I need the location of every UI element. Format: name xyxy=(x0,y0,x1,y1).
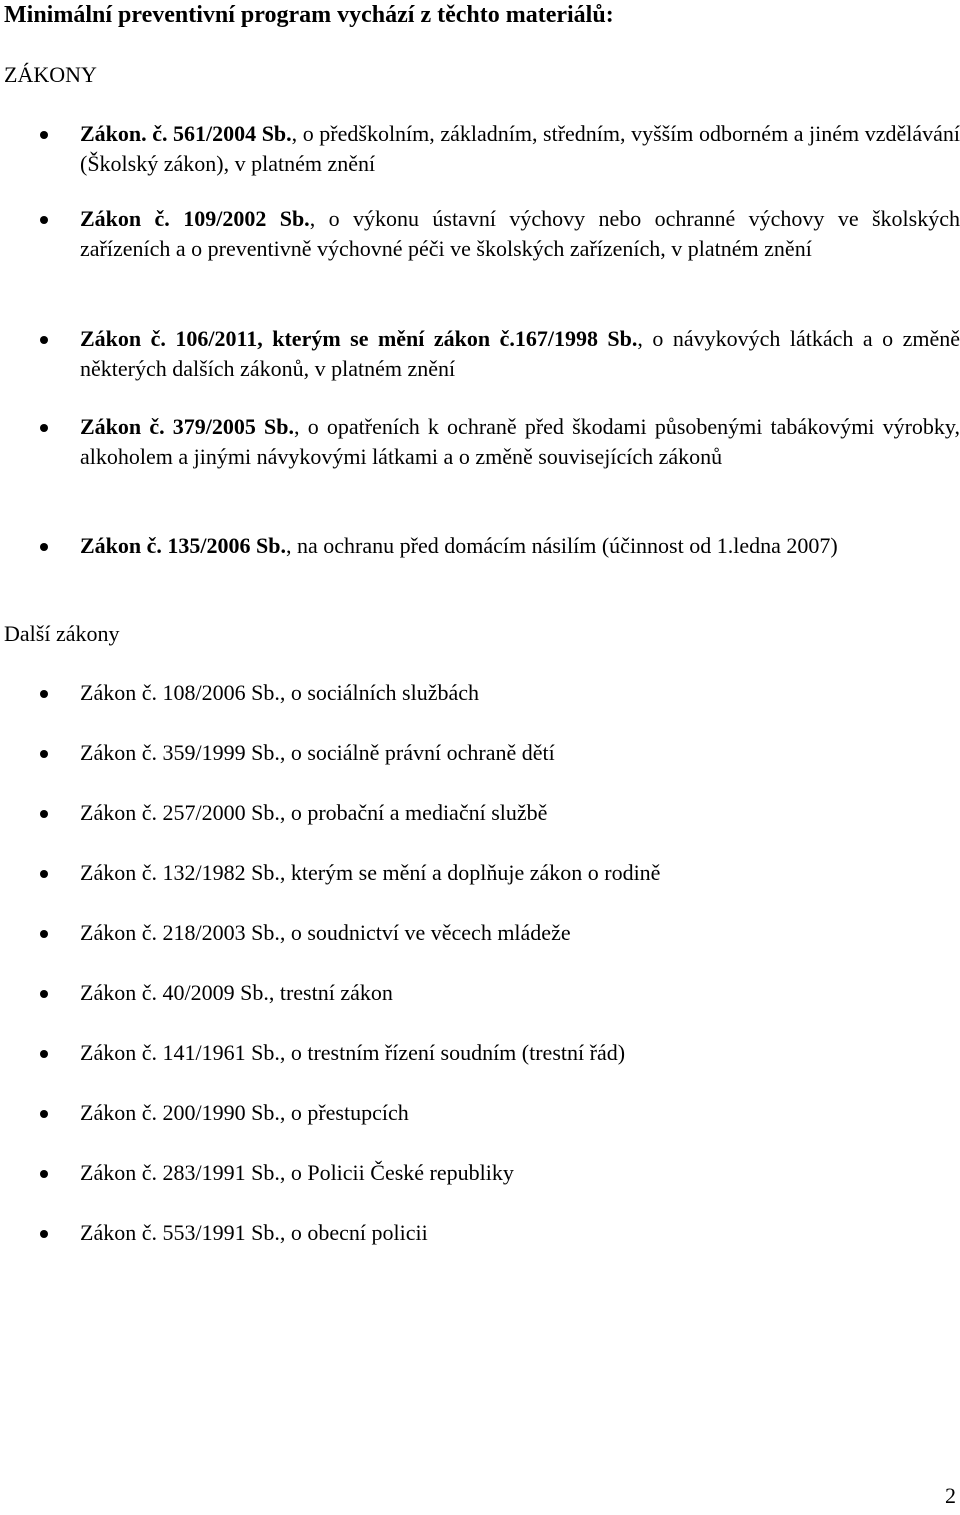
law-number: Zákon č. 200/1990 Sb. xyxy=(80,1100,280,1125)
bullet-icon xyxy=(40,1230,48,1238)
law-number: Zákon č. 106/2011, kterým se mění zákon č.167/1998 Sb. xyxy=(80,326,638,351)
bullet-icon xyxy=(40,810,48,818)
law-description: , o Policii České republiky xyxy=(279,1160,514,1185)
bullet-icon xyxy=(40,1050,48,1058)
list-item xyxy=(80,412,960,472)
list-item xyxy=(80,204,960,264)
law-number: Zákon č. 283/1991 Sb. xyxy=(80,1160,280,1185)
law-description: , o předškolním, základním, středním, vyšším odborném a jiném vzdělávání (Školský zákon), v platném znění xyxy=(80,121,960,176)
bullet-icon xyxy=(40,336,48,344)
list-item xyxy=(80,678,960,708)
section-heading-dalsi: Další zákony xyxy=(4,621,120,646)
law-description: , o výkonu ústavní výchovy nebo ochranné výchovy ve školských zařízeních a o preventivně výchovné péči ve školských zařízeních, v platném znění xyxy=(80,206,960,261)
law-description: , kterým se mění a doplňuje zákon o rodině xyxy=(279,860,661,885)
bullet-icon xyxy=(40,1110,48,1118)
law-description: , o návykových látkách a o změně některých dalších zákonů, v platném znění xyxy=(80,326,960,381)
law-number: Zákon č. 359/1999 Sb. xyxy=(80,740,280,765)
law-number: Zákon č. 218/2003 Sb. xyxy=(80,920,280,945)
list-item xyxy=(80,1218,960,1248)
list-item xyxy=(80,858,960,888)
law-description: , na ochranu před domácím násilím (účinnost od 1.ledna 2007) xyxy=(286,533,838,558)
bullet-icon xyxy=(40,1170,48,1178)
law-number: Zákon č. 132/1982 Sb. xyxy=(80,860,280,885)
bullet-icon xyxy=(40,750,48,758)
bullet-icon xyxy=(40,216,48,224)
list-item xyxy=(80,1038,960,1068)
law-number: Zákon č. 141/1961 Sb. xyxy=(80,1040,280,1065)
law-number: Zákon č. 40/2009 Sb. xyxy=(80,980,269,1005)
bullet-icon xyxy=(40,930,48,938)
law-number: Zákon č. 135/2006 Sb. xyxy=(80,533,286,558)
law-description: , o probační a mediační službě xyxy=(279,800,548,825)
law-description: , o trestním řízení soudním (trestní řád) xyxy=(279,1040,626,1065)
list-item xyxy=(80,798,960,828)
bullet-icon xyxy=(40,543,48,551)
law-number: Zákon č. 109/2002 Sb. xyxy=(80,206,310,231)
list-item xyxy=(80,119,960,179)
list-item xyxy=(80,738,960,768)
page-number: 2 xyxy=(945,1483,956,1508)
law-description: , o obecní policii xyxy=(279,1220,428,1245)
bullet-icon xyxy=(40,870,48,878)
bullet-icon xyxy=(40,690,48,698)
law-description: , o sociálních službách xyxy=(279,680,479,705)
law-description: , o sociálně právní ochraně dětí xyxy=(279,740,555,765)
law-description: , o opatřeních k ochraně před škodami působenými tabákovými výrobky, alkoholem a jinými návykovými látkami a o změně souvisejících zákonů xyxy=(80,414,960,469)
law-number: Zákon č. 379/2005 Sb. xyxy=(80,414,295,439)
section-heading-zakony: ZÁKONY xyxy=(4,62,97,87)
law-number: Zákon č. 257/2000 Sb. xyxy=(80,800,280,825)
list-item xyxy=(80,1098,960,1128)
page-title: Minimální preventivní program vychází z těchto materiálů: xyxy=(4,2,614,28)
bullet-icon xyxy=(40,990,48,998)
law-number: Zákon č. 553/1991 Sb. xyxy=(80,1220,280,1245)
list-item xyxy=(80,324,960,384)
list-item xyxy=(80,1158,960,1188)
list-item xyxy=(80,531,960,561)
list-item xyxy=(80,918,960,948)
bullet-icon xyxy=(40,424,48,432)
law-description: , o přestupcích xyxy=(279,1100,409,1125)
law-number: Zákon č. 108/2006 Sb. xyxy=(80,680,280,705)
list-item xyxy=(80,978,960,1008)
law-description: , trestní zákon xyxy=(268,980,393,1005)
bullet-icon xyxy=(40,131,48,139)
law-number: Zákon. č. 561/2004 Sb. xyxy=(80,121,292,146)
law-description: , o soudnictví ve věcech mládeže xyxy=(279,920,571,945)
